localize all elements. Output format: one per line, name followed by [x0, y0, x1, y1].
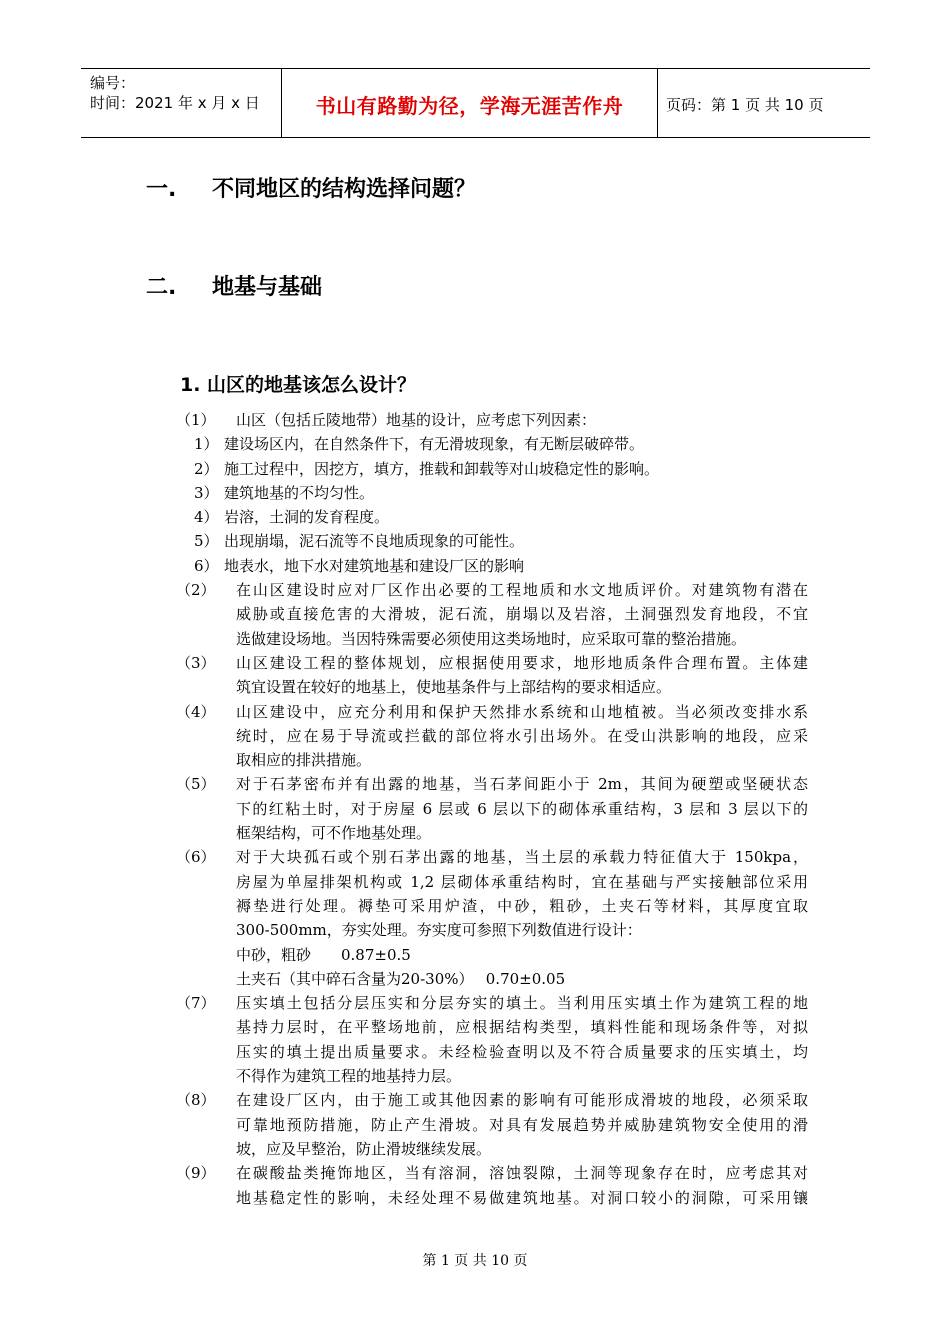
list-text: 岩溶，土洞的发育程度。: [224, 508, 390, 527]
paragraph-5-cont: [176, 797, 808, 821]
paragraph-line: 在碳酸盐类掩饰地区，当有溶洞，溶蚀裂隙，土洞等现象存在时，应考虑其对: [236, 1164, 808, 1183]
paragraph-line: 300-500mm，夯实处理。夯实度可参照下列数值进行设计：: [236, 921, 642, 940]
list-text: 出现崩塌，泥石流等不良地质现象的可能性。: [224, 532, 525, 551]
paragraph-9-cont: [176, 1186, 808, 1210]
paragraph-6-cont: [176, 894, 808, 918]
list-item: [176, 529, 808, 553]
paragraph-line: 框架结构，可不作地基处理。: [236, 824, 432, 843]
page-label: 页码：第 1 页 共 10 页: [666, 96, 824, 114]
paragraph-line: 房屋为单屋排架机构或 1,2 层砌体承重结构时，宜在基础与严实接触部位采用: [236, 872, 808, 891]
page-header: [81, 68, 870, 138]
paragraph-label: （9）: [176, 1164, 216, 1183]
header-motto-cell: [282, 69, 658, 137]
paragraph-line: 在山区建设时应对厂区作出必要的工程地质和水文地质评价。对建筑物有潜在: [236, 581, 808, 600]
paragraph-line: 山区建设中，应充分利用和保护天然排水系统和山地植被。当必须改变排水系: [236, 702, 808, 721]
paragraph-6-cont: [176, 967, 808, 991]
header-info-cell: [81, 69, 282, 137]
paragraph-line: 压实的填土提出质量要求。未经检验查明以及不符合质量要求的压实填土，均: [236, 1042, 808, 1061]
paragraph-7-cont: [176, 1015, 808, 1039]
subsection-heading: 1. 山区的地基该怎么设计？: [180, 374, 417, 396]
list-label: 2）: [194, 459, 219, 478]
paragraph-label: （1）: [176, 411, 216, 429]
paragraph-8-cont: [176, 1113, 808, 1137]
paragraph-6-cont: [176, 943, 808, 967]
paragraph-label: （3）: [176, 653, 216, 672]
paragraph-1: [176, 408, 808, 432]
section-title: 地基与基础: [212, 275, 323, 300]
list-text: 建筑地基的不均匀性。: [224, 483, 375, 502]
list-label: 5）: [194, 532, 219, 551]
paragraph-line: 压实填土包括分层压实和分层夯实的填土。当利用压实填土作为建筑工程的地: [236, 994, 808, 1013]
section-number: 二.: [146, 275, 177, 300]
paragraph-line: 山区建设工程的整体规划，应根据使用要求，地形地质条件合理布置。主体建: [236, 653, 808, 672]
paragraph-4-cont: [176, 724, 808, 748]
paragraph-line: 下的红粘土时，对于房屋 6 层或 6 层以下的砌体承重结构，3 层和 3 层以下的: [236, 799, 808, 818]
list-text: 地表水，地下水对建筑地基和建设厂区的影响: [224, 556, 525, 575]
paragraph-6-cont: [176, 918, 808, 942]
paragraph-label: （5）: [176, 775, 216, 794]
list-label: 6）: [194, 556, 219, 575]
paragraph-line: 选做建设场地。当因特殊需要必须使用这类场地时，应采取可靠的整治措施。: [236, 629, 747, 648]
section-heading-1: [146, 172, 476, 203]
paragraph-line: 可靠地预防措施，防止产生滑坡。对具有发展趋势并威胁建筑物安全使用的滑: [236, 1115, 808, 1134]
list-label: 1）: [194, 435, 219, 454]
paragraph-line: 褥垫进行处理。褥垫可采用炉渣，中砂，粗砂，土夹石等材料，其厚度宜取: [236, 896, 808, 915]
paragraph-7-cont: [176, 1040, 808, 1064]
section-title: 不同地区的结构选择问题？: [212, 177, 477, 202]
paragraph-line: 坡，应及早整治，防止滑坡继续发展。: [236, 1139, 492, 1158]
paragraph-line: 在建设厂区内，由于施工或其他因素的影响有可能形成滑坡的地段，必须采取: [236, 1091, 808, 1110]
paragraph-line: 对于石茅密布并有出露的地基，当石茅间距小于 2m，其间为硬塑或坚硬状态: [236, 775, 808, 794]
paragraph-line: 筑宜设置在较好的地基上，使地基条件与上部结构的要求相适应。: [236, 678, 672, 697]
list-item: [176, 505, 808, 529]
paragraph-9: [176, 1161, 808, 1185]
paragraph-3-cont: [176, 675, 808, 699]
paragraph-line: 取相应的排洪措施。: [236, 751, 372, 770]
paragraph-line: 对于大块孤石或个别石茅出露的地基，当土层的承载力特征值大于 150kpa，: [236, 848, 808, 867]
page-footer: 第 1 页 共 10 页: [422, 1253, 528, 1269]
section-number: 一.: [146, 177, 177, 202]
paragraph-6: [176, 845, 808, 869]
paragraph-4-cont: [176, 748, 808, 772]
paragraph-8: [176, 1088, 808, 1112]
paragraph-5-cont: [176, 821, 808, 845]
paragraph-6-cont: [176, 870, 808, 894]
paragraph-line: 基持力层时，在平整场地前，应根据结构类型，填料性能和现场条件等，对拟: [236, 1018, 808, 1037]
section-heading-2: [146, 270, 322, 301]
list-item: [176, 554, 808, 578]
paragraph-label: （4）: [176, 702, 216, 721]
motto: 书山有路勤为径，学海无涯苦作舟: [315, 94, 624, 118]
list-text: 施工过程中，因挖方，填方，推载和卸载等对山坡稳定性的影响。: [224, 459, 660, 478]
paragraph-5: [176, 772, 808, 796]
paragraph-2: [176, 578, 808, 602]
paragraph-8-cont: [176, 1137, 808, 1161]
paragraph-2-cont: [176, 627, 808, 651]
time-label: 时间：2021 年 x 月 x 日: [90, 94, 260, 112]
code-label: 编号：: [90, 74, 136, 92]
paragraph-line: 统时，应在易于导流或拦截的部位将水引出场外。在受山洪影响的地段，应采: [236, 726, 808, 745]
paragraph-line: 地基稳定性的影响，未经处理不易做建筑地基。对洞口较小的洞隙，可采用镶: [236, 1188, 808, 1207]
list-item: [176, 481, 808, 505]
paragraph-7-cont: [176, 1064, 808, 1088]
paragraph-label: （6）: [176, 848, 216, 867]
paragraph-line: 威胁或直接危害的大滑坡，泥石流，崩塌以及岩溶，土洞强烈发育地段，不宜: [236, 605, 808, 624]
paragraph-line: 土夹石（其中碎石含量为20-30%） 0.70±0.05: [236, 969, 566, 988]
list-label: 4）: [194, 508, 219, 527]
paragraph-3: [176, 651, 808, 675]
list-label: 3）: [194, 483, 219, 502]
document-body: [176, 408, 808, 1210]
list-item: [176, 432, 808, 456]
list-text: 建设场区内，在自然条件下，有无滑坡现象，有无断层破碎带。: [224, 435, 645, 454]
paragraph-2-cont: [176, 602, 808, 626]
paragraph-line: 中砂，粗砂 0.87±0.5: [236, 945, 411, 964]
paragraph-line: 不得作为建筑工程的地基持力层。: [236, 1067, 462, 1086]
list-item: [176, 457, 808, 481]
paragraph-label: （7）: [176, 994, 216, 1013]
paragraph-label: （8）: [176, 1091, 216, 1110]
header-page-cell: [658, 69, 870, 137]
paragraph-text: 山区（包括丘陵地带）地基的设计，应考虑下列因素：: [236, 411, 597, 429]
paragraph-7: [176, 991, 808, 1015]
paragraph-4: [176, 700, 808, 724]
paragraph-label: （2）: [176, 581, 216, 600]
